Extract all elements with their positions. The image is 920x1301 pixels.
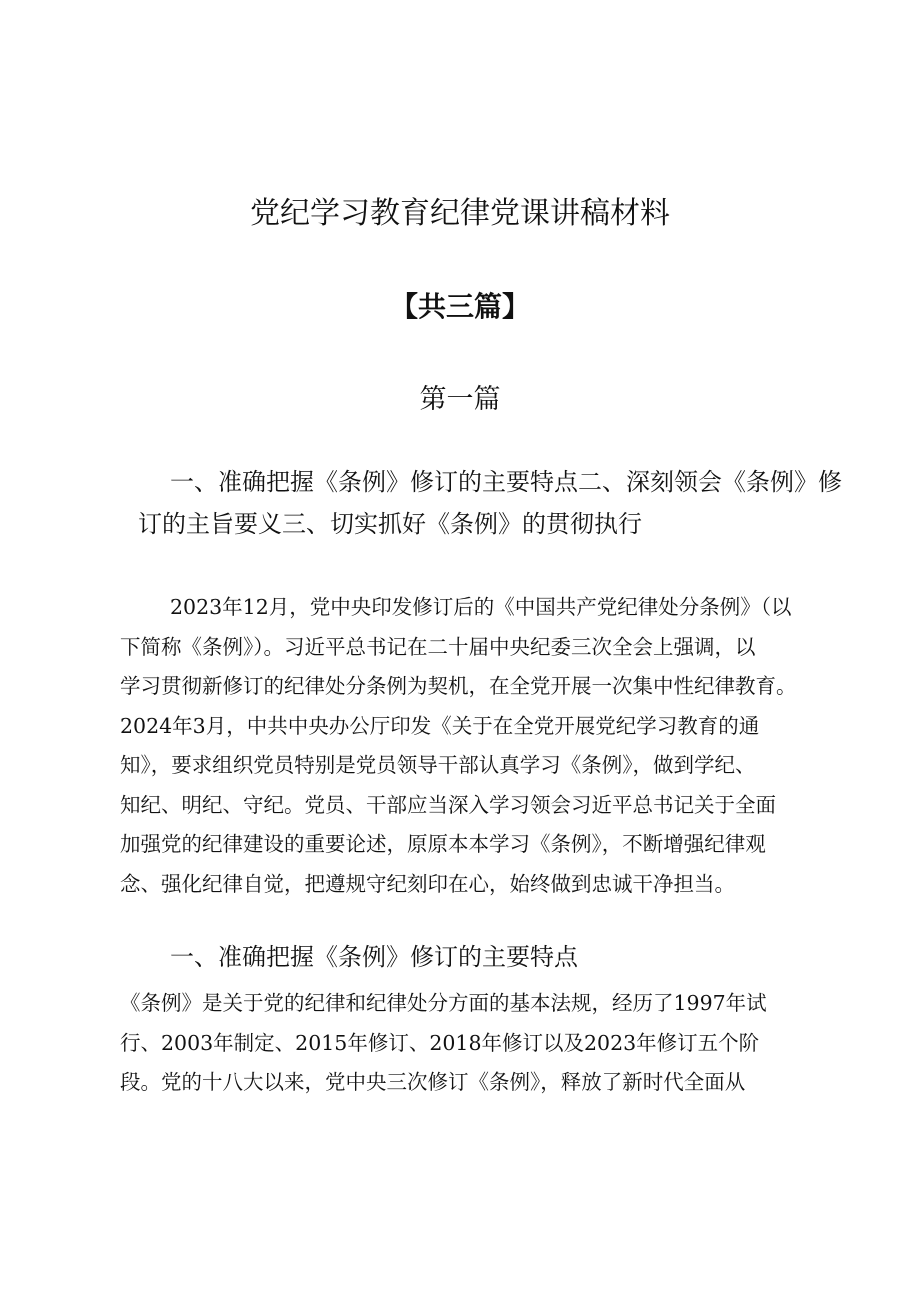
outline-heading bbox=[120, 461, 840, 545]
paragraph-line: 知纪、明纪、守纪。党员、干部应当深入学习领会习近平总书记关于全面 bbox=[120, 792, 776, 817]
paragraph-line: 2023年12月，党中央印发修订后的《中国共产党纪律处分条例》（以 bbox=[170, 595, 792, 619]
paragraph-line: 知》，要求组织党员特别是党员领导干部认真学习《条例》，做到学纪、 bbox=[120, 753, 756, 777]
section-heading: 一、准确把握《条例》修订的主要特点 bbox=[170, 943, 578, 971]
paragraph-line: 加强党的纪律建设的重要论述，原原本本学习《条例》，不断增强纪律观 bbox=[120, 832, 766, 856]
paragraph-line: 行、2003年制定、2015年修订、2018年修订以及2023年修订五个阶 bbox=[120, 1030, 760, 1055]
part-heading: 第一篇 bbox=[419, 384, 501, 415]
paragraph-section-1 bbox=[120, 984, 820, 1103]
paragraph-intro bbox=[120, 588, 820, 904]
paragraph-line: 2024年3月，中共中央办公厅印发《关于在全党开展党纪学习教育的通 bbox=[120, 713, 760, 738]
document-title: 党纪学习教育纪律党课讲稿材料 bbox=[250, 196, 670, 231]
paragraph-line: 念、强化纪律自觉，把遵规守纪刻印在心，始终做到忠诚干净担当。 bbox=[120, 871, 735, 896]
document-subtitle: 【共三篇】 bbox=[389, 290, 530, 323]
outline-line: 订的主旨要义三、切实抓好《条例》的贯彻执行 bbox=[138, 510, 642, 538]
outline-line: 一、准确把握《条例》修订的主要特点二、深刻领会《条例》修 bbox=[170, 468, 842, 496]
paragraph-line: 《条例》是关于党的纪律和纪律处分方面的基本法规，经历了1997年试 bbox=[120, 991, 767, 1015]
paragraph-line: 段。党的十八大以来，党中央三次修订《条例》，释放了新时代全面从 bbox=[120, 1070, 746, 1094]
paragraph-line: 学习贯彻新修订的纪律处分条例为契机，在全党开展一次集中性纪律教育。 bbox=[120, 674, 797, 698]
paragraph-line: 下简称《条例》）。习近平总书记在二十届中央纪委三次全会上强调，以 bbox=[120, 634, 756, 659]
